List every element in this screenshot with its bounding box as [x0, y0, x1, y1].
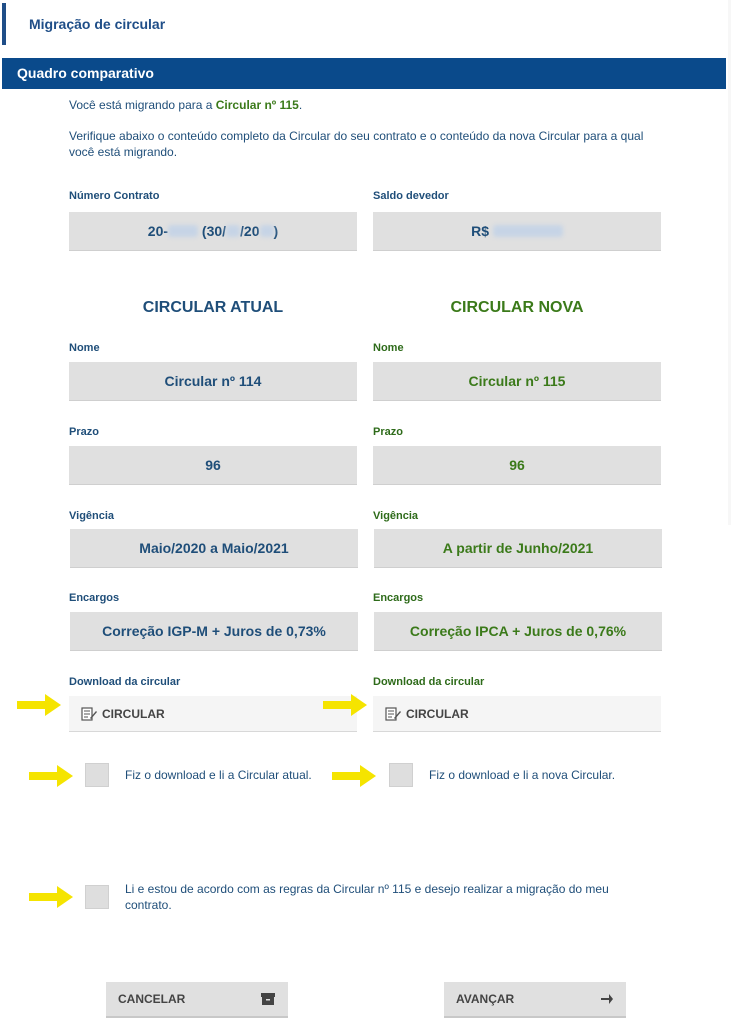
new-download-text: CIRCULAR: [406, 706, 469, 721]
new-download-label: Download da circular: [373, 676, 485, 688]
intro-target: Circular nº 115: [215, 98, 299, 112]
contract-date-mid: /20: [240, 223, 260, 239]
document-edit-icon: [385, 707, 401, 721]
arrow-right-icon: [330, 763, 378, 789]
section-title: Quadro comparativo: [17, 65, 154, 81]
balance-field: [373, 212, 661, 251]
current-validity-field: Maio/2020 a Maio/2021: [70, 529, 358, 568]
arrow-right-icon: [600, 993, 614, 1005]
balance-label: Saldo devedor: [373, 190, 449, 202]
current-term-field: 96: [69, 446, 357, 485]
new-term-field: 96: [373, 446, 661, 485]
arrow-right-icon: [321, 692, 369, 718]
new-charges-label: Encargos: [373, 592, 424, 604]
intro-suffix: .: [298, 98, 303, 112]
new-confirm-label: Fiz o download e li a nova Circular.: [429, 768, 616, 782]
document-edit-icon: [81, 707, 97, 721]
page-title: Migração de circular: [29, 16, 166, 32]
current-charges-label: Encargos: [69, 592, 120, 604]
section-header: [2, 58, 726, 89]
current-name-label: Nome: [69, 342, 100, 354]
current-heading: CIRCULAR ATUAL: [142, 299, 284, 316]
arrow-right-icon: [27, 884, 75, 910]
redacted-value: [493, 225, 563, 237]
current-term-label: Prazo: [69, 426, 99, 438]
contract-date-open: (30/: [201, 223, 227, 239]
arrow-right-icon: [27, 763, 75, 789]
current-download-text: CIRCULAR: [102, 706, 165, 721]
new-charges-field: Correção IPCA + Juros de 0,76%: [374, 612, 662, 651]
current-download-button[interactable]: [69, 696, 357, 732]
arrow-right-icon: [15, 692, 63, 718]
new-validity-label: Vigência: [373, 510, 419, 522]
contract-number-prefix: 20-: [147, 223, 169, 239]
new-heading: CIRCULAR NOVA: [450, 299, 584, 316]
new-term-label: Prazo: [373, 426, 403, 438]
cancel-button[interactable]: [106, 982, 288, 1018]
next-button-label: AVANÇAR: [456, 992, 515, 1006]
balance-prefix: R$: [471, 223, 489, 239]
cancel-button-label: CANCELAR: [118, 992, 186, 1006]
new-name-field: Circular nº 115: [373, 362, 661, 401]
new-validity-field: A partir de Junho/2021: [374, 529, 662, 568]
new-name-label: Nome: [373, 342, 404, 354]
archive-icon: [260, 992, 276, 1006]
intro-details: Verifique abaixo o conteúdo completo da Circular do seu contrato e o conteúdo da nova Circular para a qual você está migrando.: [69, 129, 644, 159]
next-button[interactable]: [444, 982, 626, 1018]
new-download-button[interactable]: [373, 696, 661, 732]
redacted-value: [226, 225, 240, 237]
agreement-label: Li e estou de acordo com as regras da Circular nº 115 e desejo realizar a migração do meu contrato.: [125, 882, 609, 912]
current-validity-label: Vigência: [69, 510, 115, 522]
current-confirm-checkbox[interactable]: [85, 763, 109, 787]
redacted-value: [260, 225, 274, 237]
redacted-value: [168, 225, 198, 237]
current-download-label: Download da circular: [69, 676, 181, 688]
intro-prefix: Você está migrando para a: [69, 98, 216, 112]
agreement-checkbox[interactable]: [85, 885, 109, 909]
current-confirm-label: Fiz o download e li a Circular atual.: [125, 768, 312, 782]
page-header: [2, 3, 726, 45]
current-name-field: Circular nº 114: [69, 362, 357, 401]
contract-date-close: ): [273, 223, 279, 239]
new-confirm-checkbox[interactable]: [389, 763, 413, 787]
contract-number-label: Número Contrato: [69, 190, 160, 202]
current-charges-field: Correção IGP-M + Juros de 0,73%: [70, 612, 358, 651]
intro-line: [69, 98, 302, 112]
contract-number-field: [69, 212, 357, 251]
